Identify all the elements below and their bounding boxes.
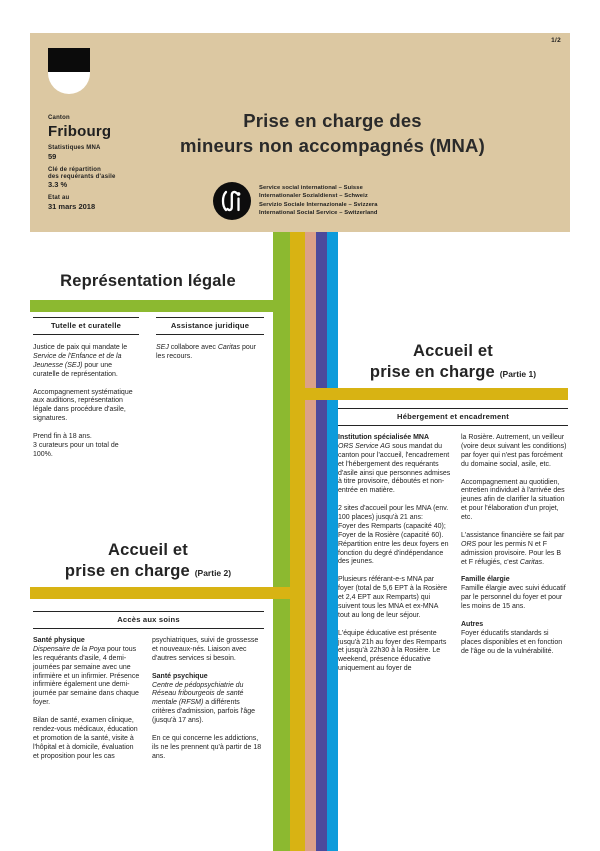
paragraph: En ce qui concerne les addictions, ils ne les prennent qu'à partir de 18 ans.: [152, 734, 262, 760]
tutelle-text: [33, 344, 139, 469]
paragraph: 2 sites d'accueil pour les MNA (env. 100 places) jusqu'à 21 ans: Foyer des Remparts (capacité 40); Foyer de la Rosière (capacité 60). Répartition entre les deux foyers en fonction du degré d'indépendance des jeunes.: [338, 505, 449, 566]
soins-col-a: [33, 637, 140, 770]
paragraph: Famille élargie Famille élargie avec suivi éducatif par le personnel du foyer et pour les moins de 15 ans.: [461, 576, 566, 610]
header-banner: [30, 33, 570, 232]
subheader-hebergement: Hébergement et encadrement: [338, 408, 568, 426]
subheader-acces-soins: Accès aux soins: [33, 611, 264, 629]
page-title-line2: mineurs non accompagnés (MNA): [180, 134, 485, 156]
canton-label: Canton: [48, 115, 70, 121]
paragraph: Accompagnement systématique aux auditions, représentation légale dans procédure d'asile, signatures.: [33, 388, 133, 423]
page-number: 1/2: [551, 37, 561, 44]
hebergement-col-a: [338, 434, 451, 683]
section-title-representation: Représentation légale: [60, 272, 236, 290]
paragraph: Bilan de santé, examen clinique, rendez-vous médicaux, éducation et promotion de la santé, visite à l'hôpital et à domicile, évaluation et proposition pour les cas: [33, 717, 138, 760]
ssi-logo-block: [212, 181, 378, 221]
ssi-line-fr: Service social international – Suisse: [259, 185, 363, 191]
ssi-line-en: International Social Service – Switzerland: [259, 210, 378, 217]
key-label-line2: des requérants d'asile: [48, 173, 116, 180]
stripe-salmon: [305, 232, 316, 851]
section-title-accueil1: [338, 341, 568, 382]
stripe-green: [273, 232, 290, 851]
accueil1-line1: Accueil et: [413, 342, 493, 360]
section-title-accueil2: [30, 540, 266, 581]
assistance-text: [156, 344, 264, 371]
ssi-line-de: Internationaler Sozialdienst – Schweiz: [259, 193, 368, 200]
key-label: [48, 167, 168, 181]
accueil1-part-label: (Partie 1): [499, 368, 537, 379]
paragraph: Accompagnement au quotidien, entretien individuel à l'arrivée des jeunes afin de clarifier la situation et pour l'élaboration d'un projet, etc.: [461, 478, 565, 521]
paragraph: Institution spécialisée MNA ORS Service AG sous mandat du canton pour l'accueil, l'encadrement et l'hébergement des requérants d'asile ainsi que personnes admises à titre provisoire, déboutés et non-entrée en matière.: [338, 434, 451, 495]
hebergement-col-b: [461, 434, 568, 665]
bar-accueil1-yellow: [290, 388, 568, 400]
ssi-line-it: Servizio Sociale Internazionale – Svizzera: [259, 201, 378, 208]
stripe-purple: [316, 232, 327, 851]
page-title-line1: Prise en charge des: [243, 110, 422, 131]
ssi-logo-text: [259, 184, 378, 218]
accueil2-line1: Accueil et: [108, 541, 188, 559]
paragraph: SEJ collabore avec Caritas pour les recours.: [156, 344, 257, 360]
fribourg-flag-icon: [48, 48, 90, 94]
ssi-logo-icon: [212, 181, 252, 221]
stat-label: Statistiques MNA: [48, 145, 101, 152]
paragraph: Justice de paix qui mandate le Service de l'Enfance et de la Jeunesse (SEJ) pour une curatelle de représentation.: [33, 344, 128, 378]
page-title: [140, 109, 525, 159]
subheader-tutelle: Tutelle et curatelle: [33, 317, 139, 335]
bar-accueil2-yellow: [30, 587, 305, 599]
accueil2-part-label: (Partie 2): [194, 567, 232, 578]
bar-representation-green: [30, 300, 290, 312]
stripe-blue: [327, 232, 338, 851]
accueil2-line2: prise en charge: [64, 561, 190, 580]
paragraph: L'assistance financière se fait par ORS pour les permis N et F admission provisoire. Pour les B et F réfugiés, c'est Caritas.: [461, 531, 565, 566]
accueil1-line2: prise en charge: [369, 362, 495, 381]
key-label-line1: Clé de répartition: [48, 166, 101, 173]
paragraph: Santé psychique Centre de pédopsychiatrie du Réseau fribourgeois de santé mentale (RFSM) a différents critères d'admission, parfois l'âge (jusqu'à 17 ans).: [152, 672, 256, 724]
paragraph: Plusieurs référant-e-s MNA par foyer (total de 5,6 EPT à la Rosière et 2,4 EPT aux Remparts) qui suivent tous les MNA et ex-MNA tout au long de leur séjour.: [338, 576, 448, 619]
paragraph: Santé physique Dispensaire de la Poya pour tous les requérants d'asile, 4 demi-journées par semaine avec une infirmière et un infirmier. Présence infirmière également une demi-journée par semaine dans chaque foyer.: [33, 637, 140, 707]
date-label: Etat au: [48, 195, 70, 202]
key-value: 3.3 %: [48, 180, 68, 190]
paragraph: L'équipe éducative est présente jusqu'à 21h au foyer des Remparts et jusqu'à 22h30 à la Rosière. Le weekend, présence éducative uniquement au foyer de: [338, 629, 447, 673]
paragraph: Autres Foyer éducatifs standards si places disponibles et en fonction de l'âge ou de la vulnérabilité.: [461, 620, 563, 655]
paragraph: Prend fin à 18 ans. 3 curateurs pour un total de 100%.: [33, 433, 119, 458]
subheader-assistance: Assistance juridique: [156, 317, 264, 335]
soins-col-b: [152, 637, 264, 771]
canton-name: Fribourg: [48, 122, 112, 140]
paragraph: la Rosière. Autrement, un veilleur (voire deux suivant les conditions) par foyer qui n'est pas forcément du domaine social, asile, etc.: [461, 434, 567, 468]
stat-value: 59: [48, 152, 57, 162]
paragraph: psychiatriques, suivi de grossesse et nouveaux-nés. Liaison avec d'autres services si besoin.: [152, 637, 259, 662]
stripe-yellow: [290, 232, 305, 851]
date-value: 31 mars 2018: [48, 201, 96, 211]
